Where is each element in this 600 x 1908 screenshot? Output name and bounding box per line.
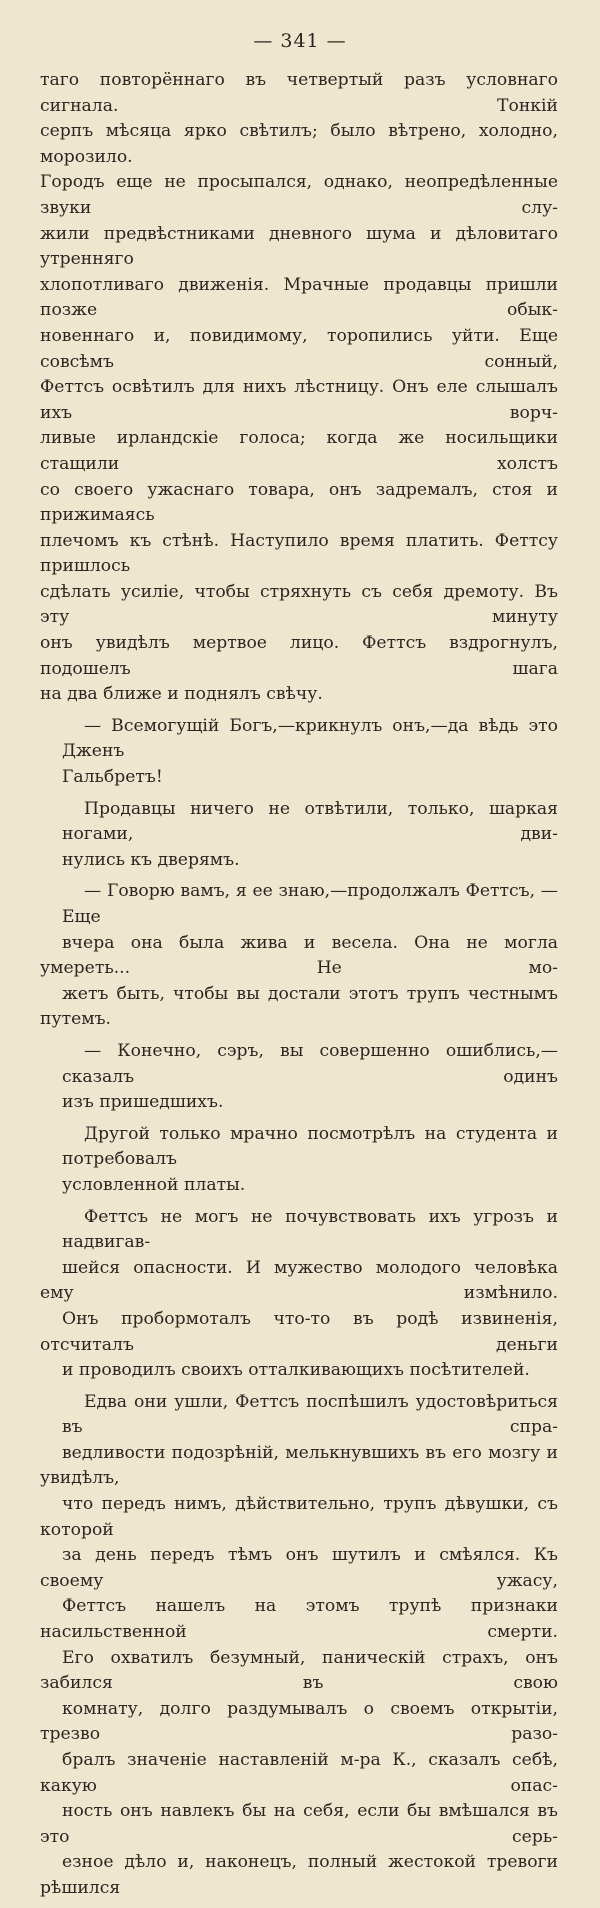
- paragraph: [40, 1122, 558, 1199]
- text-line: — Конечно, сэръ, вы совершенно ошиблись,—сказалъ одинъ: [62, 1040, 558, 1087]
- text-line: сдѣлать усиліе, чтобы стряхнуть съ себя дремоту. Въ эту минуту: [40, 581, 558, 628]
- text-line: на два ближе и поднялъ свѣчу.: [40, 684, 323, 705]
- text-line: серпъ мѣсяца ярко свѣтилъ; было вѣтрено, холодно, морозило.: [40, 121, 558, 167]
- text-line: Гальбретъ!: [62, 767, 163, 788]
- text-line: хлопотливаго движенія. Мрачные продавцы пришли позже обык-: [40, 274, 558, 321]
- text-line: условленной платы.: [62, 1174, 246, 1195]
- text-line: шейся опасности. И мужество молодого человѣка ему измѣнило.: [40, 1257, 558, 1304]
- text-line: таго повторённаго въ четвертый разъ условнаго сигнала. Тонкій: [40, 70, 558, 116]
- text-line: изъ пришедшихъ.: [62, 1092, 224, 1113]
- text-line: Феттсъ освѣтилъ для нихъ лѣстницу. Онъ еле слышалъ ихъ ворч-: [40, 377, 558, 423]
- paragraph: [40, 1390, 558, 1902]
- text-line: Городъ еще не просыпался, однако, неопредѣленные звуки слу-: [40, 172, 558, 218]
- text-line: ливые ирландскіе голоса; когда же носильщики стащили холстъ: [40, 428, 558, 474]
- text-line: езное дѣло и, наконецъ, полный жестокой тревоги рѣшился: [40, 1852, 558, 1898]
- text-line: за день передъ тѣмъ онъ шутилъ и смѣялся. Къ своему ужасу,: [40, 1545, 558, 1591]
- text-line: новеннаго и, повидимому, торопились уйти. Еще совсѣмъ сонный,: [40, 325, 558, 372]
- paragraph: [40, 1039, 558, 1116]
- text-line: Феттсъ не могъ не почувствовать ихъ угрозъ и надвигав-: [62, 1206, 558, 1253]
- text-line: Феттсъ нашелъ на этомъ трупѣ признаки насильственной смерти.: [40, 1596, 558, 1643]
- text-line: и проводилъ своихъ отталкивающихъ посѣтителей.: [62, 1360, 530, 1381]
- paragraph: [40, 714, 558, 791]
- text-line: вчера она была жива и весела. Она не могла умереть... Не мо-: [40, 932, 558, 979]
- text-line: что передъ нимъ, дѣйствительно, трупъ дѣвушки, съ которой: [40, 1494, 558, 1540]
- text-line: плечомъ къ стѣнѣ. Наступило время платить. Феттсу пришлось: [40, 530, 558, 577]
- paragraph: [40, 68, 558, 708]
- text-line: Продавцы ничего не отвѣтили, только, шаркая ногами, дви-: [62, 798, 558, 845]
- text-line: онъ увидѣлъ мертвое лицо. Феттсъ вздрогнулъ, подошелъ шага: [40, 633, 558, 679]
- text-line: Его охватилъ безумный, паническій страхъ, онъ забился въ свою: [40, 1647, 558, 1694]
- text-line: Едва они ушли, Феттсъ поспѣшилъ удостовѣриться въ спра-: [62, 1391, 558, 1438]
- text-line: ведливости подозрѣній, мелькнувшихъ въ его мозгу и увидѣлъ,: [40, 1442, 558, 1489]
- text-line: ность онъ навлекъ бы на себя, если бы вмѣшался въ это серь-: [40, 1801, 558, 1847]
- page-number: — 341 —: [253, 30, 347, 52]
- paragraph: [40, 797, 558, 874]
- paragraph: [40, 879, 558, 1033]
- text-line: Другой только мрачно посмотрѣлъ на студента и потребовалъ: [62, 1123, 558, 1170]
- text-line: жетъ быть, чтобы вы достали этотъ трупъ честнымъ путемъ.: [40, 983, 558, 1030]
- text-line: — Говорю вамъ, я ее знаю,—продолжалъ Феттсъ, — Еще: [62, 881, 558, 927]
- text-line: со своего ужаснаго товара, онъ задремалъ, стоя и прижимаясь: [40, 479, 558, 526]
- paragraph: [40, 1205, 558, 1384]
- body-text: [40, 68, 558, 1908]
- text-line: комнату, долго раздумывалъ о своемъ открытіи, трезво разо-: [40, 1698, 558, 1745]
- text-line: нулись къ дверямъ.: [62, 849, 240, 870]
- text-line: жили предвѣстниками дневного шума и дѣловитаго утренняго: [40, 223, 558, 270]
- text-line: бралъ значеніе наставленій м-ра К., сказалъ себѣ, какую опас-: [40, 1750, 558, 1796]
- text-line: Онъ пробормоталъ что-то въ родѣ извиненія, отсчиталъ деньги: [40, 1308, 558, 1355]
- text-line: — Всемогущій Богъ,—крикнулъ онъ,—да вѣдь это Дженъ: [62, 715, 558, 762]
